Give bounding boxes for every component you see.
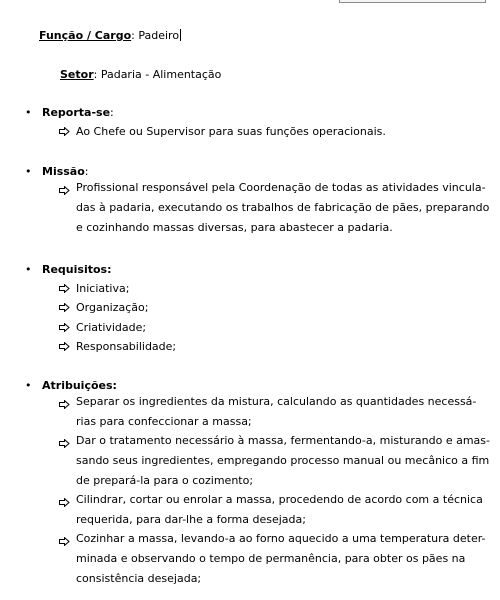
section-title-missao (42, 165, 89, 179)
arrow-right-icon (59, 398, 71, 412)
funcao-label: Função / Cargo (39, 29, 132, 42)
arrow-right-icon (59, 321, 71, 335)
list-item: Separar os ingredientes da mistura, calculando as quantidades necessá- rias para confeccionar a massa; (76, 395, 477, 428)
bullet-icon: • (25, 106, 32, 119)
list-item: Ao Chefe ou Supervisor para suas funções operacionais. (76, 125, 386, 138)
list-item: Organização; (76, 301, 149, 314)
list-item: Responsabilidade; (76, 340, 177, 353)
setor-value: : Padaria - Alimentação (93, 68, 222, 81)
arrow-right-icon (59, 184, 71, 198)
arrow-right-icon (59, 340, 71, 354)
arrow-right-icon (59, 437, 71, 451)
text-cursor (180, 29, 181, 41)
page-edge-decoration (339, 0, 486, 3)
arrow-right-icon (59, 282, 71, 296)
section-title-atribuicoes: Atribuições: (42, 379, 117, 392)
list-item: Criatividade; (76, 321, 147, 334)
reporta-colon: : (110, 106, 114, 119)
bullet-icon: • (25, 379, 32, 392)
section-title-requisitos: Requisitos: (42, 263, 112, 276)
arrow-right-icon (59, 125, 71, 139)
bullet-icon: • (25, 165, 32, 178)
setor-line[interactable] (60, 68, 221, 82)
list-item: Cilindrar, cortar ou enrolar a massa, procedendo de acordo com a técnica requerida, para dar-lhe a forma desejada; (76, 493, 483, 526)
list-item: Cozinhar a massa, levando-a ao forno aquecido a uma temperatura deter- minada e observando o tempo de permanência, para obter os pães na consistência desejada; (76, 532, 486, 585)
missao-paragraph: Profissional responsável pela Coordenação de todas as atividades vincula- das à padaria, executando os trabalhos de fabricação de pães, preparando e cozinhando massas diversas, para abastecer a padaria. (76, 181, 490, 234)
missao-title: Missão (42, 165, 85, 178)
arrow-right-icon (59, 535, 71, 549)
arrow-right-icon (59, 301, 71, 315)
list-item: Iniciativa; (76, 282, 130, 295)
arrow-right-icon (59, 496, 71, 510)
reporta-title: Reporta-se (42, 106, 111, 119)
funcao-value: : Padeiro (131, 29, 180, 42)
setor-label: Setor (60, 68, 94, 81)
section-title-reporta (42, 106, 114, 120)
funcao-line[interactable] (39, 29, 181, 43)
list-item: Dar o tratamento necessário à massa, fermentando-a, misturando e amas- sando seus ingredientes, empregando processo manual ou mecânico a fim de prepará-la para o cozimento; (76, 434, 490, 487)
missao-colon: : (84, 165, 89, 178)
bullet-icon: • (25, 263, 32, 276)
